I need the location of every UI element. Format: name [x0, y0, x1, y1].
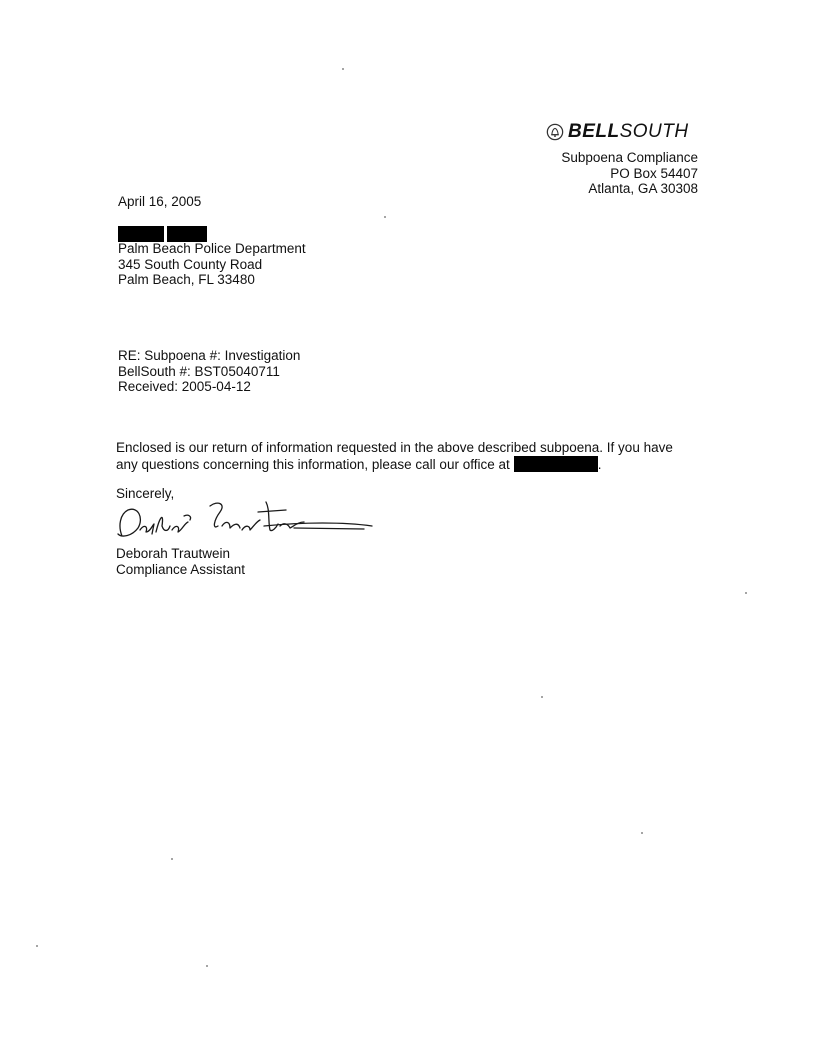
received-line: Received: 2005-04-12: [118, 379, 251, 394]
signer-name: Deborah Trautwein: [116, 546, 231, 561]
sender-city: Atlanta, GA 30308: [588, 181, 698, 196]
redaction-block: [118, 226, 164, 242]
letter-body: [116, 440, 706, 472]
sender-department: Subpoena Compliance: [561, 150, 698, 165]
scan-speck: [541, 696, 543, 698]
scan-speck: [641, 832, 643, 834]
recipient-street: 345 South County Road: [118, 256, 263, 272]
recipient-address: [118, 241, 306, 288]
signer-title: Compliance Assistant: [116, 561, 246, 577]
body-line-2-period: .: [597, 456, 602, 472]
sender-po-box: PO Box 54407: [610, 165, 698, 181]
scan-speck: [384, 216, 386, 218]
bell-logo-icon: [546, 123, 564, 141]
handwritten-signature: [114, 496, 376, 544]
body-line-2-text: any questions concerning this information, please call our office at: [116, 456, 510, 472]
sender-address: [561, 150, 698, 197]
bellsouth-logo: [546, 121, 689, 143]
letter-date: April 16, 2005: [118, 194, 202, 209]
scan-speck: [206, 965, 208, 967]
logo-bell-text: BELL: [568, 121, 620, 142]
scan-speck: [36, 945, 38, 947]
redaction-block: [167, 226, 207, 242]
recipient-organization: Palm Beach Police Department: [118, 241, 306, 256]
scan-speck: [171, 858, 173, 860]
scan-speck: [342, 68, 344, 70]
body-line-2: [116, 456, 706, 473]
body-line-1: Enclosed is our return of information requested in the above described subpoena. If you have: [116, 440, 673, 455]
reference-block: [118, 348, 300, 395]
recipient-city: Palm Beach, FL 33480: [118, 272, 255, 287]
signer-block: [116, 546, 245, 577]
bellsouth-number-line: BellSouth #: BST05040711: [118, 363, 280, 379]
subpoena-line: RE: Subpoena #: Investigation: [118, 348, 301, 363]
scan-speck: [745, 592, 747, 594]
logo-wordmark: [568, 121, 689, 143]
salutation: Sincerely,: [116, 486, 175, 501]
logo-south-text: SOUTH: [619, 121, 689, 142]
redacted-phone: [514, 456, 598, 472]
